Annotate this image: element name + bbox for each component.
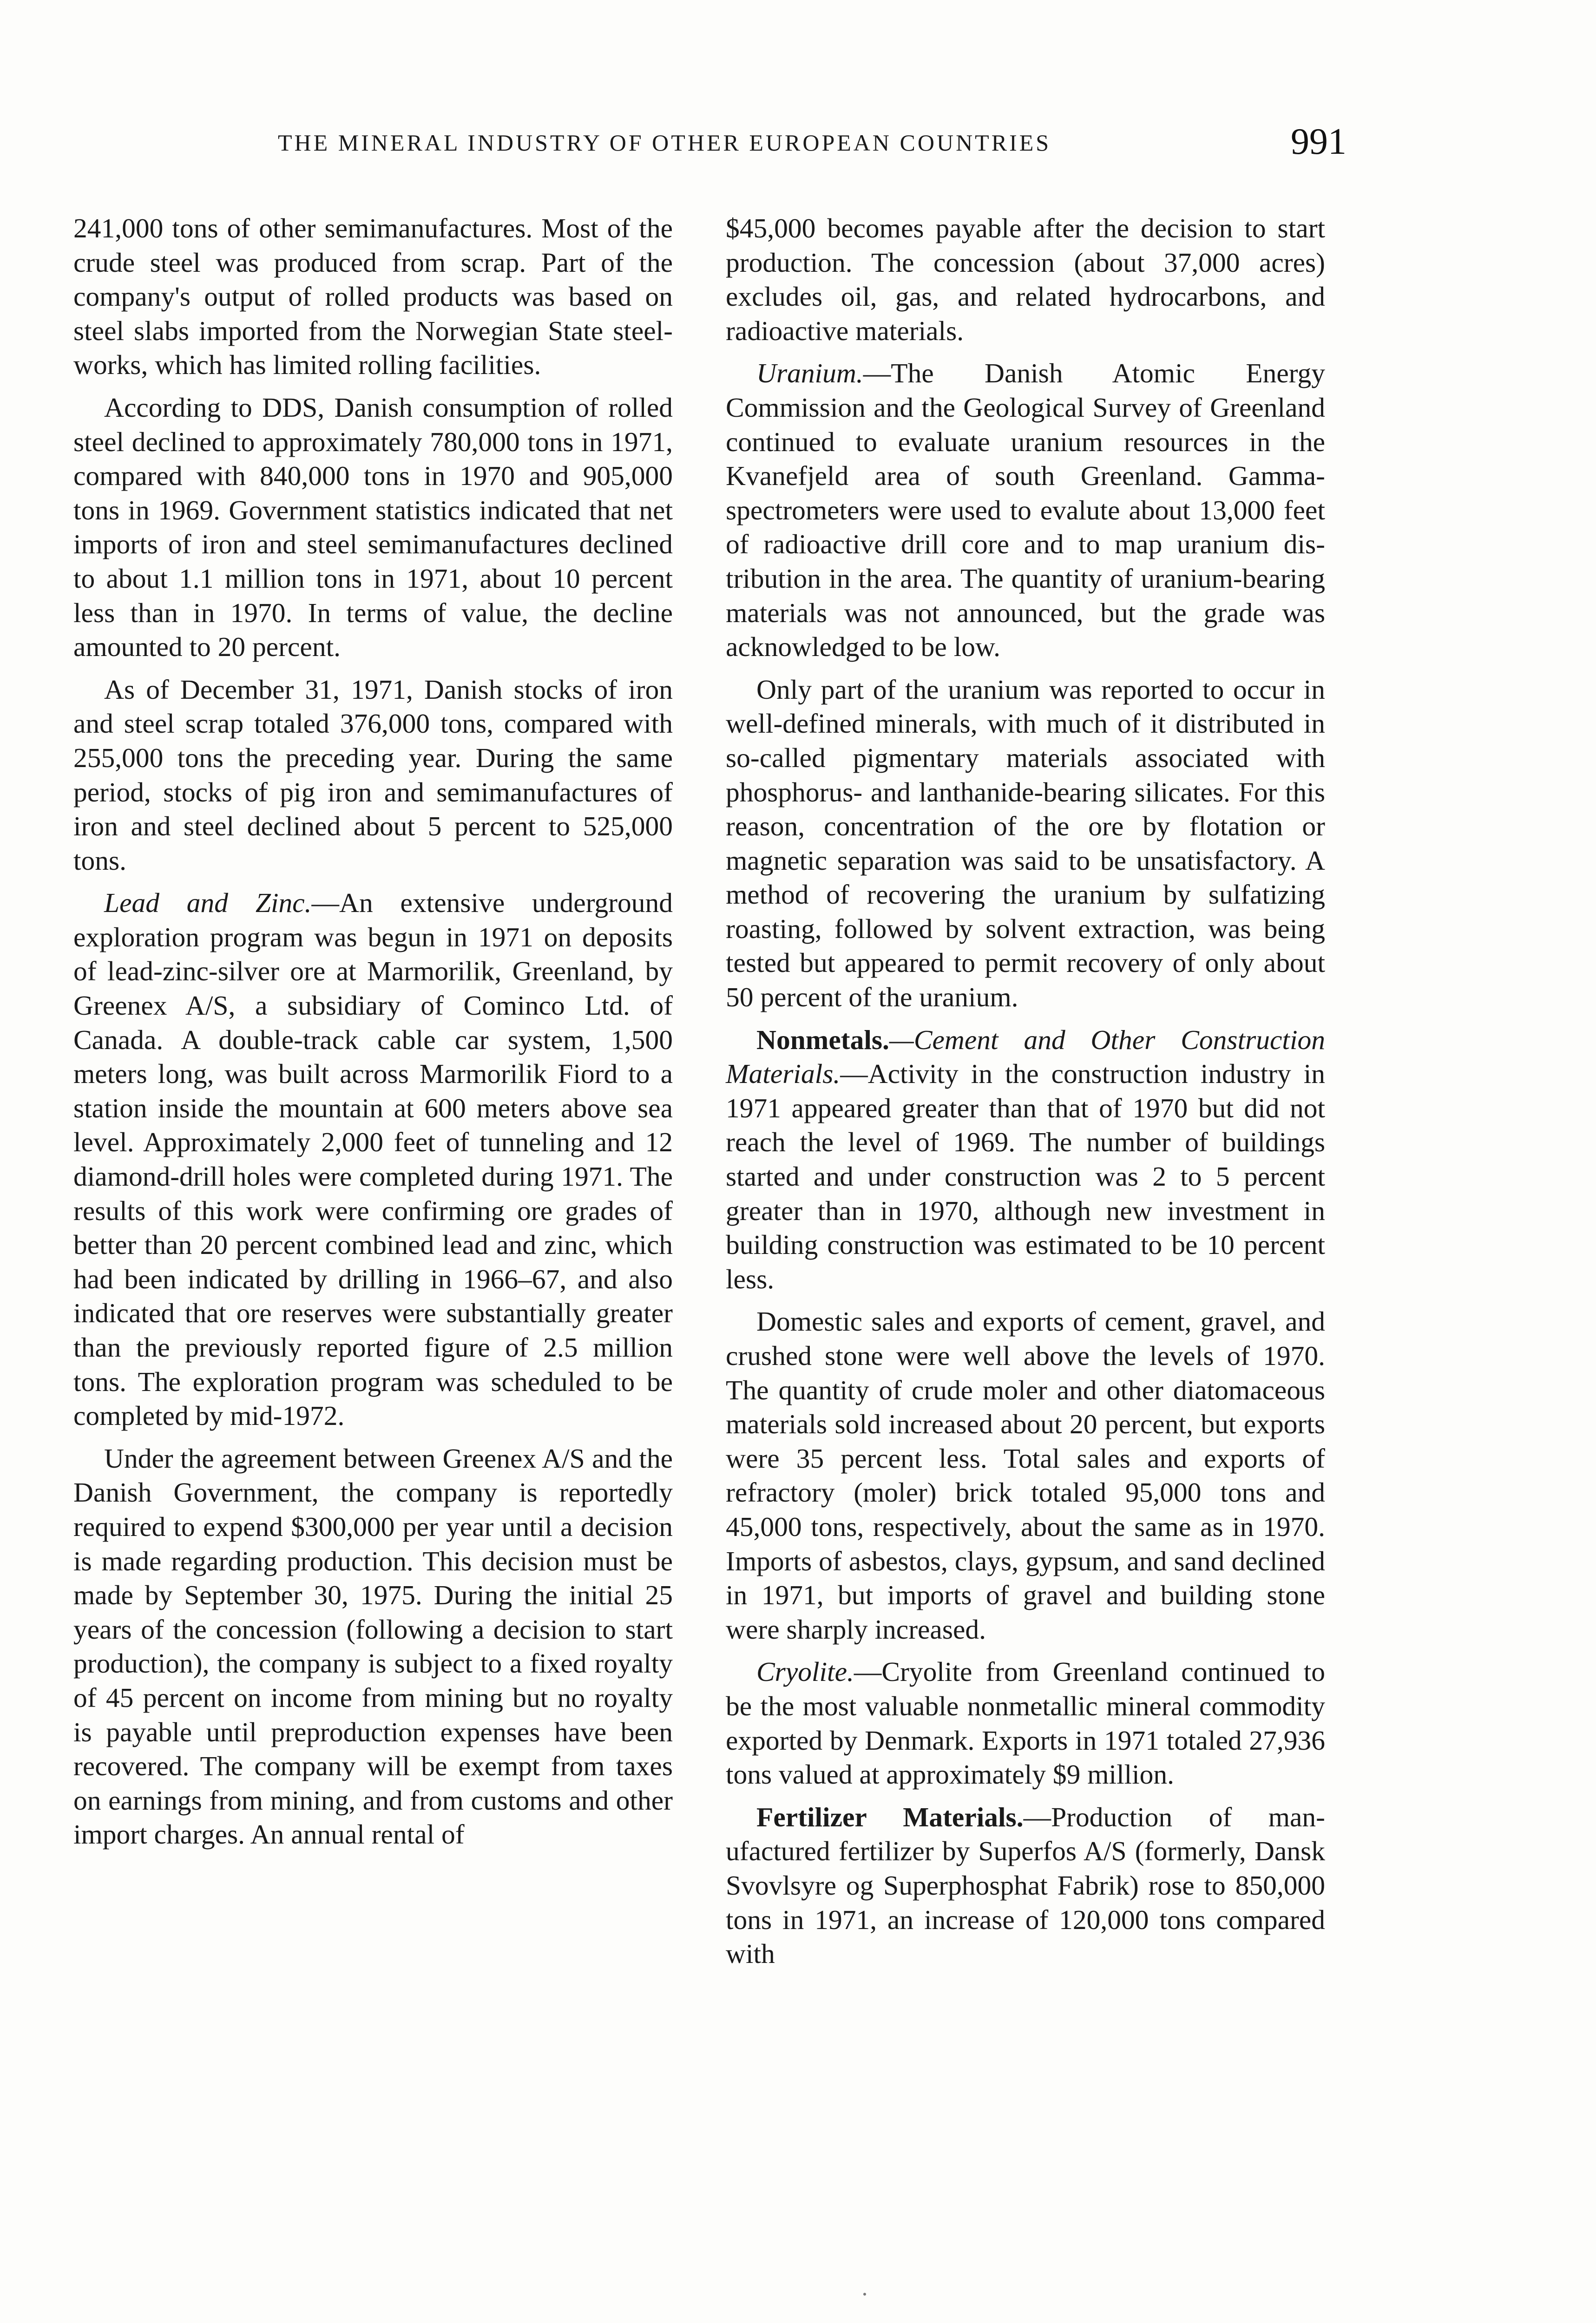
section-lead-uranium: Uranium. <box>756 358 863 389</box>
section-lead-lead-zinc: Lead and Zinc. <box>104 887 312 919</box>
paragraph-domestic-sales: Domestic sales and exports of cement, gravel, and crushed stone were well above the levels of 1970. The quantity of crude moler and other diatomaceous materials sold increased about 20 percent, but exports were 35 percent less. Total sales and exports of refractory (moler) brick totaled 95,000 tons and 45,000 tons, respectively, about the same as in 1970. Imports of asbestos, clays, gypsum, and sand declined in 1971, but imports of gravel and building stone were sharply increased. <box>726 1306 1325 1645</box>
paragraph-semimanufactures: 241,000 tons of other semimanufactures. Most of the crude steel was produced from scrap. Part of the company's output of rolled products was based on steel slabs imported from the Norwegian State steelworks, which has limited rolling facilities. <box>73 213 673 381</box>
scan-speck <box>863 2293 866 2296</box>
paragraph-lead-zinc <box>73 886 673 1433</box>
page-number: 991 <box>1291 121 1346 162</box>
paragraph-rolled-steel-consumption: According to DDS, Danish consumption of rolled steel declined to approximately 780,000 tons in 1971, compared with 840,000 tons in 1970 and 905,000 tons in 1969. Government statistics indicated that net imports of iron and steel semimanufactures declined to about 1.1 million tons in 1971, about 10 percent less than in 1970. In terms of value, the decline amounted to 20 percent. <box>73 392 673 663</box>
paragraph-lead-zinc-body: —An extensive underground exploration program was begun in 1971 on deposits of lead-zinc-silver ore at Marmorilik, Greenland, by Greenex A/S, a subsidiary of Cominco Ltd. of Canada. A double-track cable car system, 1,500 meters long, was built across Marmorilik Fiord to a station inside the mountain at 600 meters above sea level. Approximately 2,000 feet of tunneling and 12 diamond-drill holes were completed during 1971. The results of this work were confirming ore grades of better than 20 percent combined lead and zinc, which had been indicated by drilling in 1966–67, and also indicated that ore reserves were substantially greater than the previously reported figure of 2.5 million tons. The exploration program was scheduled to be completed by mid-1972. <box>73 887 673 1431</box>
paragraph-nonmetals-body: —Activity in the construction industry in 1971 appeared greater than that of 1970 but did not reach the level of 1969. The number of buildings started and under construction was 2 to 5 percent greater than in 1970, although new investment in building construction was estimated to be 10 percent less. <box>726 1058 1325 1294</box>
running-header <box>73 121 1346 162</box>
running-title: THE MINERAL INDUSTRY OF OTHER EUROPEAN COUNTRIES <box>278 130 1051 156</box>
section-lead-fertilizer: Fertilizer Materials. <box>756 1801 1024 1832</box>
paragraph-uranium <box>726 356 1325 664</box>
section-lead-nonmetals: Nonmetals. <box>756 1024 889 1055</box>
paragraph-uranium-minerals: Only part of the uranium was reported to occur in well-defined minerals, with much of it distributed in so-called pigmentary materials associated with phosphorus- and lanthanide-bearing silicates. For this reason, concentration of the ore by flotation or magnetic separation was said to be unsatisfactory. A method of recovering the uranium by sulfatizing roasting, followed by solvent extraction, was being tested but appeared to permit recovery of only about 50 percent of the uranium. <box>726 674 1325 1013</box>
paragraph-fertilizer <box>726 1800 1325 1971</box>
paragraph-greenex-agreement: Under the agreement between Greenex A/S and the Danish Government, the company is reportedly required to expend $300,000 per year until a decision is made regarding production. This decision must be made by September 30, 1975. During the initial 25 years of the concession (following a decision to start production), the company is subject to a fixed royalty of 45 percent on income from mining but no royalty is payable until preproduction expenses have been recovered. The company will be exempt from taxes on earnings from mining, and from customs and other import charges. An annual rental of <box>73 1443 673 1850</box>
section-lead-cryolite: Cryolite. <box>756 1656 854 1687</box>
right-column <box>726 211 1325 1980</box>
paragraph-uranium-body: —The Danish Atomic Energy Commission and the Geological Survey of Greenland continued to evaluate uranium resources in the Kvanefjeld area of south Greenland. Gamma-spectrometers were used to evalute about 13,000 feet of radioactive drill core and to map uranium distribution in the area. The quantity of uranium-bearing materials was not announced, but the grade was acknowledged to be low. <box>726 358 1325 663</box>
paragraph-nonmetals <box>726 1023 1325 1297</box>
paragraph-cryolite <box>726 1655 1325 1791</box>
paragraph-scrap-stocks: As of December 31, 1971, Danish stocks of iron and steel scrap totaled 376,000 tons, compared with 255,000 tons the preceding year. During the same period, stocks of pig iron and semimanufactures of iron and steel declined about 5 percent to 525,000 tons. <box>73 674 673 876</box>
paragraph-fertilizer-body: —Production of manufactured fertilizer by Superfos A/S (formerly, Dansk Svovlsyre og Superphosphat Fabrik) rose to 850,000 tons in 1971, an increase of 120,000 tons compared with <box>726 1801 1325 1969</box>
subsection-lead-construction-materials: —Cement and Other Construction Materials. <box>726 1024 1325 1089</box>
paragraph-concession-rental: $45,000 becomes payable after the decision to start production. The concession (about 37,000 acres) excludes oil, gas, and related hydrocarbons, and radioactive materials. <box>726 213 1325 346</box>
left-column <box>73 211 673 1860</box>
paragraph-cryolite-body: —Cryolite from Greenland continued to be the most valuable nonmetallic mineral commodity exported by Denmark. Exports in 1971 totaled 27,936 tons valued at approximately $9 million. <box>726 1656 1325 1790</box>
